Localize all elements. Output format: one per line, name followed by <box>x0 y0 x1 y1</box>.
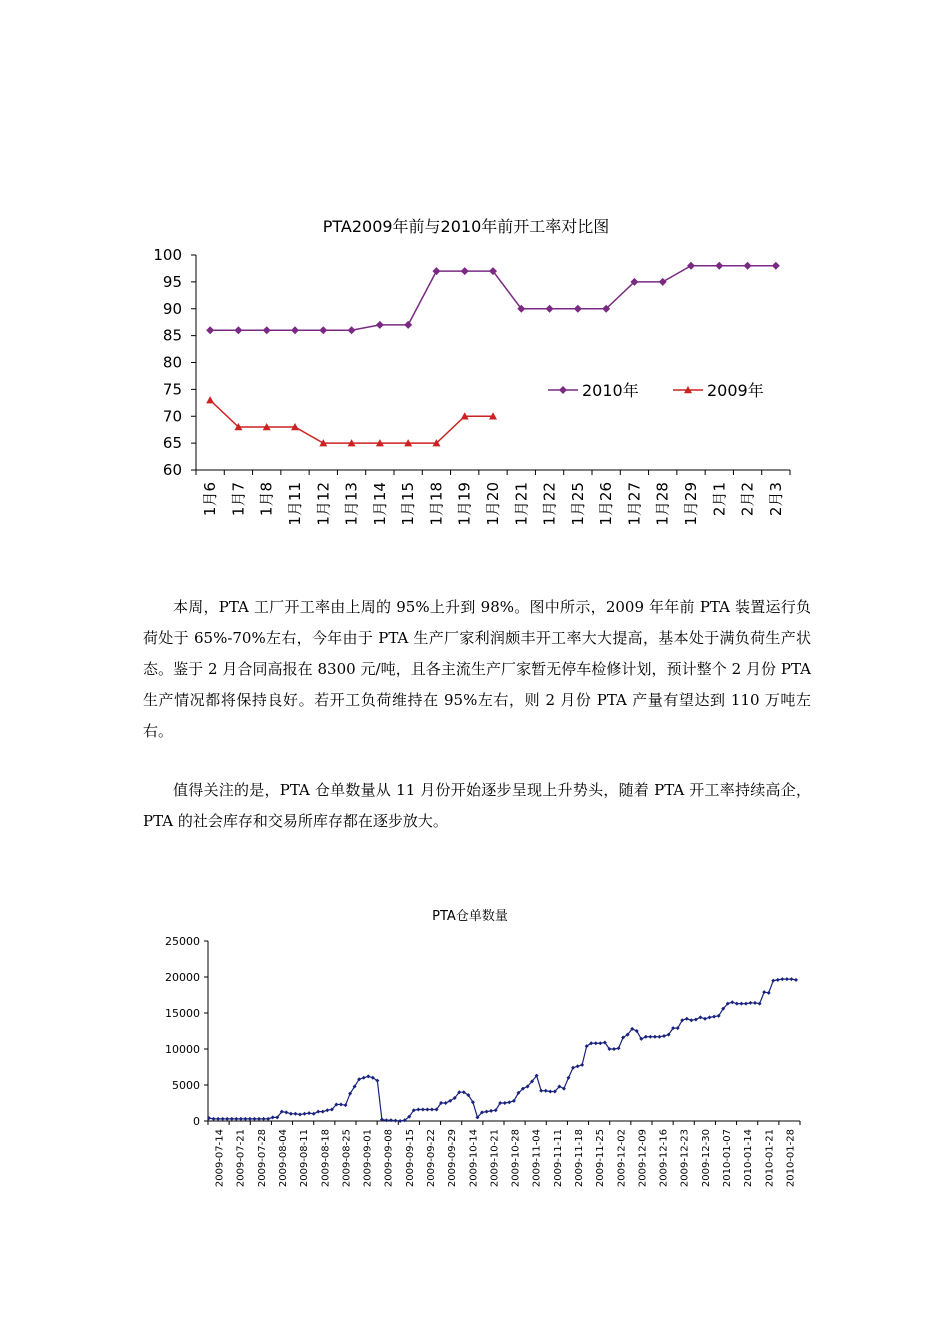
data-point <box>739 1002 743 1006</box>
x-tick-label: 2009-12-09 <box>637 1129 649 1188</box>
x-tick-label: 2010-01-21 <box>764 1129 776 1188</box>
y-tick-label: 0 <box>193 1115 200 1128</box>
data-point <box>753 1001 757 1005</box>
x-tick-label: 2009-10-14 <box>468 1129 480 1188</box>
data-point <box>662 1034 666 1038</box>
x-tick-label: 1月21 <box>512 482 531 526</box>
paragraph-warehouse-receipts: 值得关注的是，PTA 仓单数量从 11 月份开始逐步呈现上升势头，随着 PTA 开工率持续高企，PTA 的社会库存和交易所库存都在逐步放大。 <box>143 781 811 830</box>
x-tick-label: 2009-09-22 <box>426 1129 437 1188</box>
y-tick-label: 75 <box>162 380 182 399</box>
data-point <box>715 262 723 270</box>
data-point <box>574 305 582 313</box>
data-point <box>221 1117 225 1121</box>
data-point <box>376 321 384 329</box>
y-tick-label: 85 <box>162 326 182 345</box>
data-point <box>307 1111 311 1115</box>
data-point <box>303 1112 307 1116</box>
data-point <box>730 1000 734 1004</box>
data-point <box>539 1089 543 1093</box>
data-point <box>594 1041 598 1045</box>
data-point <box>580 1063 584 1067</box>
x-tick-label: 1月20 <box>484 482 502 526</box>
x-tick-label: 2009-08-18 <box>320 1129 332 1188</box>
data-point <box>748 1001 752 1005</box>
data-point <box>762 990 766 994</box>
x-tick-label: 1月7 <box>229 482 248 517</box>
chart-legend <box>548 381 764 400</box>
y-tick-label: 10000 <box>165 1043 200 1056</box>
y-tick-label: 95 <box>162 272 182 291</box>
series-line <box>210 400 493 443</box>
x-tick-label: 1月27 <box>625 482 644 526</box>
x-tick-label: 1月19 <box>455 482 474 526</box>
data-point <box>576 1064 580 1068</box>
data-point <box>339 1102 343 1106</box>
legend-label: 2010年 <box>582 381 639 400</box>
data-point <box>612 1047 616 1051</box>
data-point <box>362 1076 366 1080</box>
data-point <box>430 1107 434 1111</box>
x-tick-label: 2009-07-28 <box>256 1129 268 1188</box>
data-point <box>503 1101 507 1105</box>
x-tick-label: 2009-12-23 <box>679 1129 691 1188</box>
x-tick-label: 2009-10-21 <box>489 1129 501 1188</box>
x-tick-label: 2009-08-25 <box>341 1129 353 1188</box>
x-tick-label: 2009-09-15 <box>404 1129 416 1188</box>
y-tick-label: 90 <box>162 299 182 318</box>
data-point <box>384 1118 388 1122</box>
x-tick-label: 2009-10-28 <box>510 1129 522 1188</box>
data-point <box>291 326 299 334</box>
x-tick-label: 1月22 <box>540 482 559 526</box>
chart-title: PTA仓单数量 <box>432 909 508 924</box>
data-point <box>271 1115 275 1119</box>
data-point <box>234 326 242 334</box>
data-point <box>794 978 798 982</box>
data-point <box>489 1109 493 1113</box>
data-point <box>694 1017 698 1021</box>
data-point <box>257 1117 261 1121</box>
x-tick-label: 1月8 <box>257 482 276 517</box>
data-point <box>657 1035 661 1039</box>
data-point <box>659 278 667 286</box>
y-tick-label: 20000 <box>165 971 200 984</box>
x-tick-label: 1月15 <box>399 482 418 526</box>
data-point <box>771 979 775 983</box>
data-point <box>212 1117 216 1121</box>
data-point <box>421 1107 425 1111</box>
x-tick-label: 1月11 <box>286 482 304 526</box>
data-point <box>263 326 271 334</box>
x-tick-label: 2010-01-07 <box>722 1129 733 1188</box>
y-tick-label: 70 <box>162 407 182 426</box>
data-point <box>321 1110 325 1114</box>
data-point <box>404 321 412 329</box>
x-tick-label: 2009-11-25 <box>595 1129 607 1188</box>
data-point <box>432 267 440 275</box>
x-tick-label: 2009-11-04 <box>531 1129 543 1188</box>
data-point <box>744 1002 748 1006</box>
data-point <box>712 1015 716 1019</box>
data-point <box>344 1103 348 1107</box>
data-point <box>685 1017 689 1021</box>
paragraph-operating-rate: 本周，PTA 工厂开工率由上周的 95%上升到 98%。图中所示，2009 年年前 PTA 装置运行负荷处于 65%-70%左右，今年由于 PTA 生产厂家利润颇丰开工率大大提高，基本处于满负荷生产状态。鉴于 2 月合同高报在 8300 元/吨，且各主流生产厂家暂无停车检修计划，预计整个 2 月份 PTA 生产情况都将保持良好。若开工负荷维持在 95%左右，则 2 月份 PTA 产量有望达到 110 万吨左右。 <box>143 598 811 740</box>
data-point <box>598 1041 602 1045</box>
data-point <box>206 326 214 334</box>
x-tick-label: 1月29 <box>682 482 700 526</box>
y-tick-label: 60 <box>162 461 182 479</box>
chart-operating-rate <box>130 205 810 545</box>
x-tick-label: 2010-01-28 <box>785 1129 797 1188</box>
x-tick-label: 2009-08-11 <box>299 1129 311 1188</box>
data-point <box>225 1117 229 1121</box>
data-point <box>319 326 327 334</box>
data-point <box>544 1089 548 1093</box>
x-tick-label: 2009-12-30 <box>700 1129 712 1188</box>
x-tick-label: 2010-01-14 <box>743 1129 755 1188</box>
x-tick-label: 2009-07-14 <box>214 1129 226 1188</box>
x-tick-label: 1月12 <box>314 482 333 526</box>
data-point <box>425 1107 429 1111</box>
x-tick-label: 1月13 <box>342 482 361 526</box>
chart-warehouse-receipts <box>160 895 820 1210</box>
x-tick-label: 2009-12-16 <box>658 1129 670 1188</box>
data-point <box>789 977 793 981</box>
series-line <box>209 979 796 1121</box>
y-tick-label: 15000 <box>165 1007 200 1020</box>
data-point <box>289 1112 293 1116</box>
x-tick-label: 2009-07-21 <box>235 1129 247 1188</box>
chart-axes <box>153 246 790 526</box>
data-point <box>708 1015 712 1019</box>
y-tick-label: 80 <box>162 353 182 372</box>
x-tick-label: 2009-11-11 <box>552 1129 564 1188</box>
data-point <box>507 1100 511 1104</box>
data-point <box>548 1089 552 1093</box>
data-point <box>248 1117 252 1121</box>
x-tick-label: 2009-09-08 <box>383 1129 395 1188</box>
data-point <box>617 1046 621 1050</box>
chart-marks <box>207 977 798 1123</box>
series-line <box>210 266 776 331</box>
data-point <box>325 1108 329 1112</box>
y-tick-label: 25000 <box>165 935 200 948</box>
data-point <box>234 1117 238 1121</box>
x-tick-label: 1月6 <box>201 482 220 517</box>
x-tick-label: 2009-09-29 <box>447 1129 459 1188</box>
data-point <box>687 262 695 270</box>
data-point <box>230 1117 234 1121</box>
data-point <box>772 262 780 270</box>
data-point <box>780 977 784 981</box>
data-point <box>348 326 356 334</box>
data-point <box>703 1017 707 1021</box>
data-point <box>644 1035 648 1039</box>
chart-axes <box>165 935 800 1187</box>
x-tick-label: 2009-08-04 <box>278 1129 289 1188</box>
y-tick-label: 65 <box>162 434 182 453</box>
data-point <box>293 1112 297 1116</box>
data-point <box>653 1035 657 1039</box>
data-point <box>298 1113 302 1117</box>
data-point <box>735 1002 739 1006</box>
data-point <box>461 267 469 275</box>
data-point <box>416 1107 420 1111</box>
data-point <box>253 1117 257 1121</box>
data-point <box>566 1076 570 1080</box>
data-point <box>776 978 780 982</box>
data-point <box>571 1066 575 1070</box>
data-point <box>206 396 214 403</box>
data-point <box>444 1101 448 1105</box>
data-point <box>767 991 771 995</box>
x-tick-label: 2009-09-01 <box>362 1129 374 1188</box>
data-point <box>284 1110 288 1114</box>
data-point <box>689 1018 693 1022</box>
x-tick-label: 1月26 <box>597 481 616 526</box>
x-tick-label: 1月28 <box>653 482 672 526</box>
x-tick-label: 1月14 <box>370 482 389 526</box>
x-tick-label: 2月2 <box>738 482 757 517</box>
legend-marker <box>559 386 567 394</box>
data-point <box>316 1110 320 1114</box>
data-point <box>562 1087 566 1091</box>
legend-label: 2009年 <box>707 381 764 400</box>
data-point <box>648 1035 652 1039</box>
x-tick-label: 1月18 <box>427 482 446 526</box>
data-point <box>266 1117 270 1121</box>
data-point <box>216 1117 220 1121</box>
y-tick-label: 5000 <box>172 1079 200 1092</box>
data-point <box>389 1118 393 1122</box>
data-point <box>239 1117 243 1121</box>
data-point <box>744 262 752 270</box>
data-point <box>312 1112 316 1116</box>
data-point <box>546 305 554 313</box>
x-tick-label: 2009-12-02 <box>616 1129 628 1188</box>
data-point <box>698 1015 702 1019</box>
data-point <box>394 1119 398 1123</box>
x-tick-label: 2月3 <box>766 482 785 517</box>
chart-title: PTA2009年前与2010年前开工率对比图 <box>322 217 610 236</box>
data-point <box>262 1117 266 1121</box>
x-tick-label: 2月1 <box>710 482 729 517</box>
data-point <box>758 1002 762 1006</box>
y-tick-label: 100 <box>153 246 182 264</box>
x-tick-label: 1月25 <box>568 482 587 526</box>
x-tick-label: 2009-11-18 <box>574 1129 585 1188</box>
data-point <box>785 977 789 981</box>
data-point <box>485 1110 489 1114</box>
data-point <box>366 1074 370 1078</box>
chart-marks <box>206 262 780 447</box>
data-point <box>243 1117 247 1121</box>
